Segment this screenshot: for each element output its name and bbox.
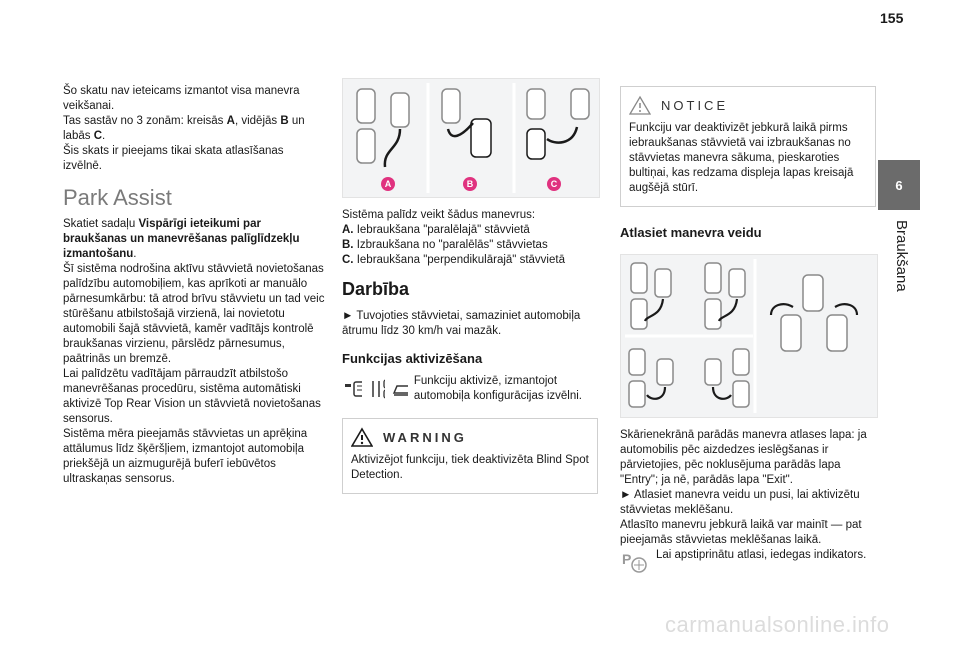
indicator-row [620, 548, 876, 574]
warning-text: Aktivizējot funkciju, tiek deaktivizēta Blind Spot Detection. [351, 454, 589, 481]
advice-prefix: Skatiet sadaļu [63, 218, 139, 230]
intro-zones-text-3: un labās [63, 115, 305, 142]
maneuver-selection-illustration [621, 255, 877, 417]
warning-header [351, 427, 589, 447]
label-a-marker: A [381, 177, 395, 191]
column-middle [342, 78, 598, 494]
zone-b: B [280, 115, 289, 127]
activation-text: Funkciju aktivizē, izmantojot automobiļa konfigurācijas izvēlni. [413, 375, 582, 402]
page-number: 155 [880, 10, 904, 26]
warning-triangle-icon [351, 427, 373, 447]
column-right [620, 86, 876, 574]
maneuver-key: A. [342, 224, 354, 236]
operation-paragraph: ► Tuvojoties stāvvietai, samaziniet automobiļa ātrumu līdz 30 km/h vai mazāk. [342, 310, 581, 337]
intro-zones-text: Tas sastāv no 3 zonām: kreisās [63, 115, 227, 127]
maneuver-text: Izbraukšana no "paralēlās" stāvvietas [356, 239, 548, 251]
zone-c: C [93, 130, 102, 142]
select-maneuver-heading: Atlasiet manevra veidu [620, 225, 762, 240]
maneuver-key: B. [342, 239, 354, 251]
section-title-park-assist: Park Assist [63, 185, 172, 210]
label-b-marker: B [463, 177, 477, 191]
indicator-text: Lai apstiprinātu atlasi, iedegas indikators. [656, 549, 867, 561]
vehicle-icon [391, 379, 407, 399]
notice-header [629, 95, 867, 115]
maneuver-item [342, 238, 598, 253]
notice-text: Funkciju var deaktivizēt jebkurā laikā pirms iebraukšanas stāvvietā vai izbraukšanas no stāvvietas manevra sākuma, pieskaroties bultiņai, kas redzama displeja lapas kreisajā augšējā stūrī. [629, 122, 854, 194]
body-paragraph-1: Šī sistēma nodrošina aktīvu stāvvietā novietošanas palīdzību automobiļiem, kas aprīkoti ar manuālo pārnesumkārbu: tā atrod brīvu stāvvietu un tad veic stūrēšanu atbilstošajā virzienā, lai novietotu automobili šajā stāvvietā, kamēr vadītājs kontrolē braukšanas virzienu, pārslēdz pārnesumus, paātrinās un bremzē. [63, 263, 325, 365]
warning-title: WARNING [383, 429, 467, 445]
intro-line-3: Šis skats ir pieejams tikai skata atlasīšanas izvēlnē. [63, 145, 284, 172]
maneuver-item [342, 223, 598, 238]
svg-text:P: P [622, 551, 632, 567]
maneuver-text: Iebraukšana "paralēlajā" stāvvietā [356, 224, 530, 236]
advice-link: Vispārīgi ieteikumi par braukšanas un manevrēšanas palīglīdzekļu izmantošanu [63, 218, 300, 260]
zone-a: A [226, 115, 235, 127]
maneuver-item [342, 253, 598, 268]
selection-paragraph-1: Skārienekrānā parādās manevra atlases lapa: ja automobilis pēc aizdedzes ieslēgšanas ir pārvietojies, pēc noklusējuma parādās lapa "Entry"; ja nē, parādās lapa "Exit". [620, 429, 867, 486]
chapter-label: Braukšana [893, 220, 910, 292]
touchscreen-icon [342, 380, 362, 398]
selection-paragraph-3: Atlasīto manevru jebkurā laikā var mainīt — pat pieejamās stāvvietas meklēšanas laikā. [620, 519, 862, 546]
warning-box [342, 418, 598, 494]
settings-icon [368, 378, 386, 400]
maneuvers-intro: Sistēma palīdz veikt šādus manevrus: [342, 209, 536, 221]
park-assist-indicator-icon [620, 548, 650, 574]
selection-paragraph-2: ► Atlasiet manevra veidu un pusi, lai aktivizētu stāvvietas meklēšanu. [620, 489, 860, 516]
column-left [63, 84, 325, 487]
body-paragraph-3: Sistēma mēra pieejamās stāvvietas un aprēķina attālumus līdz šķēršļiem, izmantojot automobiļa priekšējā un aizmugurējā buferī iebūvētos ultraskaņas sensorus. [63, 428, 308, 485]
notice-triangle-icon [629, 95, 651, 115]
maneuver-text: Iebraukšana "perpendikulārajā" stāvvietā [356, 254, 565, 266]
intro-line-1: Šo skatu nav ieteicams izmantot visa manevra veikšanai. [63, 85, 300, 112]
chapter-tab[interactable]: 6 [878, 160, 920, 210]
intro-paragraph [63, 84, 325, 174]
watermark: carmanualsonline.info [665, 612, 890, 637]
notice-box [620, 86, 876, 207]
activation-row [342, 374, 598, 404]
label-c-marker: C [547, 177, 561, 191]
section-title-operation: Darbība [342, 279, 410, 299]
maneuver-selection-figure [620, 254, 878, 418]
notice-title: NOTICE [661, 97, 729, 113]
advice-suffix: . [133, 248, 137, 260]
maneuver-figure [342, 78, 600, 198]
advice-paragraph [63, 217, 325, 262]
activation-heading: Funkcijas aktivizēšana [342, 351, 483, 366]
intro-period: . [102, 130, 106, 142]
maneuver-key: C. [342, 254, 354, 266]
intro-zones-text-2: , vidējās [234, 115, 281, 127]
body-paragraph-2: Lai palīdzētu vadītājam pārraudzīt atbilstošo manevrēšanas procedūru, sistēma automātiski aktivizē Top Rear Vision un stāvvietā novietošanas sensorus. [63, 368, 321, 425]
